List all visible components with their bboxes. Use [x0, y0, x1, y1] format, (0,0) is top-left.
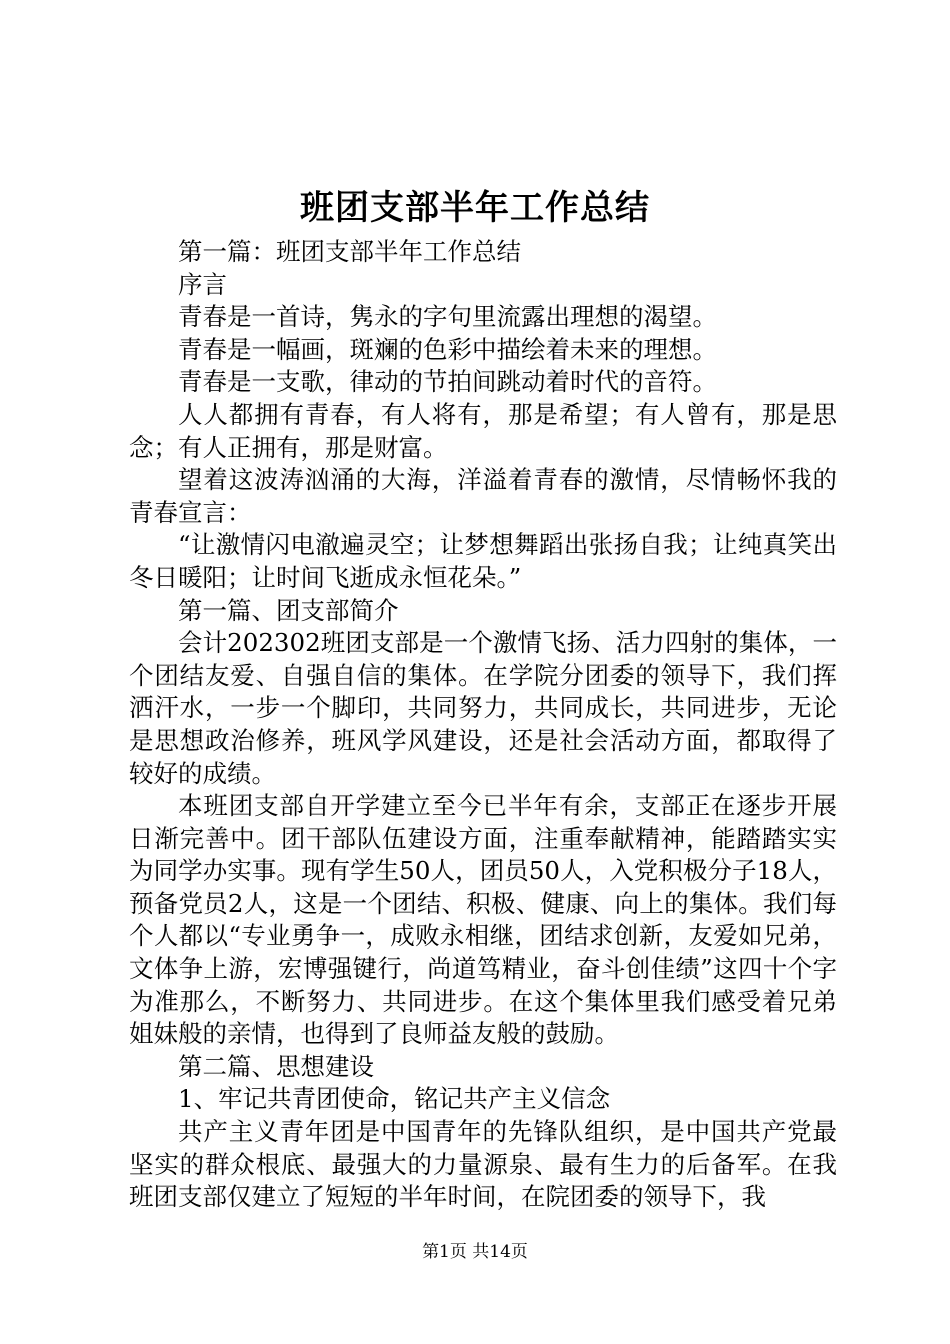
paragraph: 青春是一支歌，律动的节拍间跳动着时代的音符。: [178, 367, 717, 397]
document-body: [129, 236, 837, 1214]
paragraph: 人人都拥有青春，有人将有，那是希望；有人曾有，那是思念；有人正拥有，那是财富。: [129, 399, 837, 462]
paragraph: 1、牢记共青团使命，铭记共产主义信念: [178, 1084, 611, 1114]
page-number-footer: 第1页 共14页: [422, 1242, 528, 1262]
paragraph: 会计202302班团支部是一个激情飞扬、活力四射的集体，一个团结友爱、自强自信的集体。在学院分团委的领导下，我们挥洒汗水，一步一个脚印，共同努力，共同成长，共同进步，无论是思想政治修养，班风学风建设，还是社会活动方面，都取得了较好的成绩。: [129, 628, 837, 788]
paragraph: 青春是一首诗，隽永的字句里流露出理想的渴望。: [178, 302, 717, 332]
paragraph: 本班团支部自开学建立至今已半年有余，支部正在逐步开展日渐完善中。团干部队伍建设方面，注重奉献精神，能踏踏实实为同学办实事。现有学生50人，团员50人，入党积极分子18人，预备党员2人，这是一个团结、积极、健康、向上的集体。我们每个人都以“专业勇争一，成败永相继，团结求创新，友爱如兄弟，文体争上游，宏博强键行，尚道笃精业，奋斗创佳绩”这四十个字为准那么，不断努力、共同进步。在这个集体里我们感受着兄弟姐妹般的亲情，也得到了良师益友般的鼓励。: [129, 791, 837, 1049]
paragraph: 共产主义青年团是中国青年的先锋队组织，是中国共产党最坚实的群众根底、最强大的力量源泉、最有生力的后备军。在我班团支部仅建立了短短的半年时间，在院团委的领导下，我: [129, 1117, 837, 1212]
paragraph: 第一篇、团支部简介: [178, 595, 399, 625]
paragraph: 第一篇：班团支部半年工作总结: [178, 237, 521, 266]
paragraph: 序言: [178, 269, 227, 299]
paragraph: 青春是一幅画，斑斓的色彩中描绘着未来的理想。: [178, 334, 717, 364]
paragraph: 第二篇、思想建设: [178, 1051, 374, 1081]
paragraph: 望着这波涛汹涌的大海，洋溢着青春的激情，尽情畅怀我的青春宣言：: [129, 465, 837, 527]
document-title: 班团支部半年工作总结: [300, 188, 650, 228]
paragraph: “让激情闪电澈遍灵空；让梦想舞蹈出张扬自我；让纯真笑出冬日暖阳；让时间飞逝成永恒花朵。”: [129, 530, 837, 592]
